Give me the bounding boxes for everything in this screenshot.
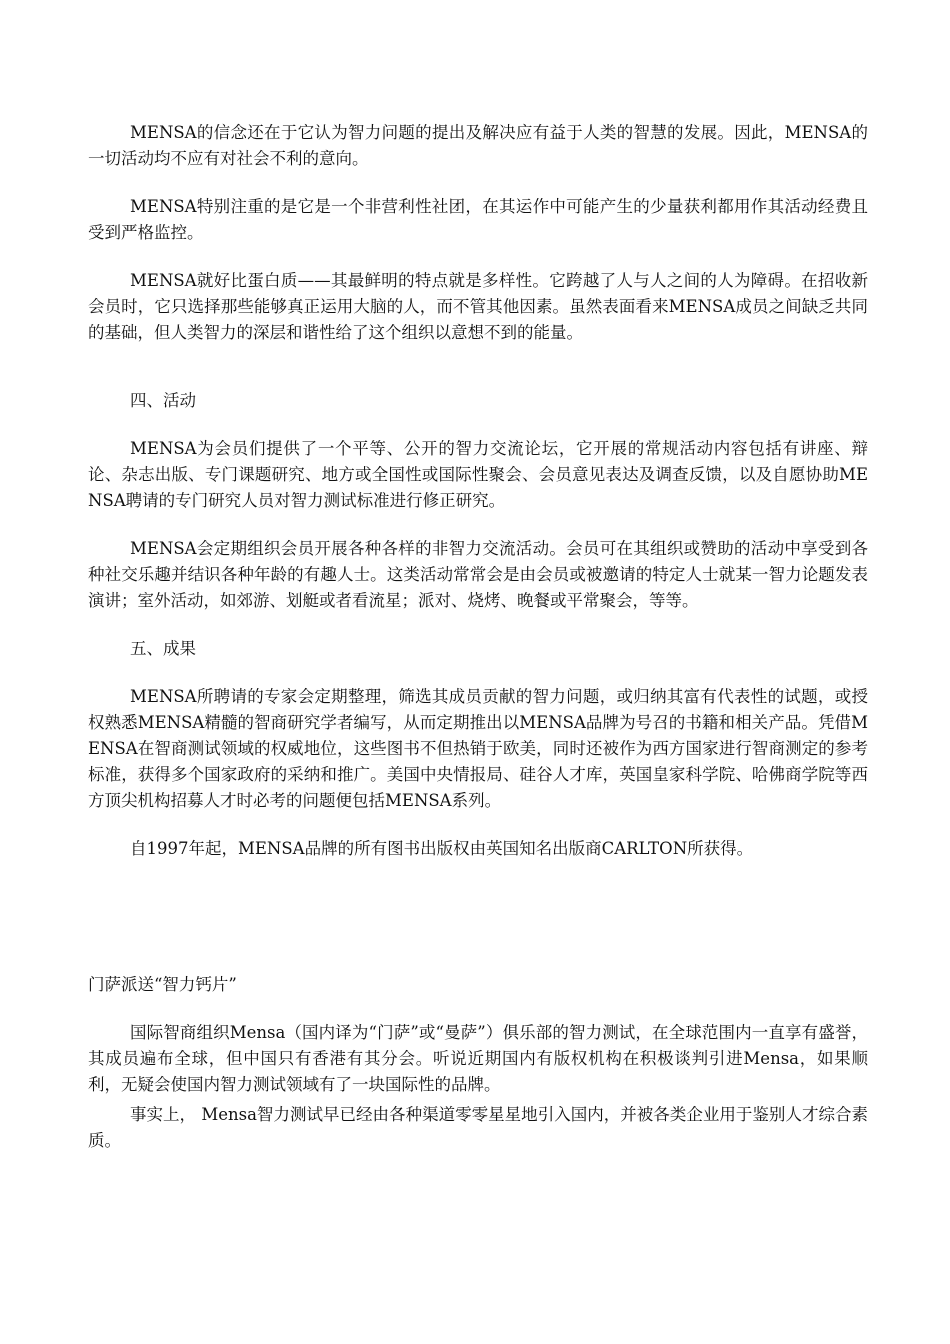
paragraph-mensa-intro: 国际智商组织Mensa（国内译为“门萨”或“曼萨”）俱乐部的智力测试，在全球范围内一直享有盛誉，其成员遍布全球，但中国只有香港有其分会。听说近期国内有版权机构在积极谈判引进Mensa，如果顺利，无疑会使国内智力测试领域有了一块国际性的品牌。 <box>88 1023 868 1094</box>
paragraph-mensa-in-china: 事实上， Mensa智力测试早已经由各种渠道零零星星地引入国内，并被各类企业用于鉴别人才综合素质。 <box>88 1105 868 1150</box>
paragraph-mensa-belief: MENSA的信念还在于它认为智力问题的提出及解决应有益于人类的智慧的发展。因此，MENSA的一切活动均不应有对社会不利的意向。 <box>88 123 868 168</box>
paragraph-mensa-nonprofit: MENSA特别注重的是它是一个非营利性社团，在其运作中可能产生的少量获利都用作其活动经费且受到严格监控。 <box>88 197 868 242</box>
document-page <box>88 120 868 1154</box>
paragraph-publications: MENSA所聘请的专家会定期整理，筛选其成员贡献的智力问题，或归纳其富有代表性的试题，或授权熟悉MENSA精髓的智商研究学者编写，从而定期推出以MENSA品牌为号召的书籍和相关产品。凭借MENSA在智商测试领域的权威地位，这些图书不但热销于欧美，同时还被作为西方国家进行智商测定的参考标准，获得多个国家政府的采纳和推广。美国中央情报局、硅谷人才库，英国皇家科学院、哈佛商学院等西方顶尖机构招募人才时必考的问题便包括MENSA系列。 <box>88 687 868 810</box>
article-title: 门萨派送“智力钙片” <box>88 975 237 994</box>
paragraph-mensa-diversity: MENSA就好比蛋白质——其最鲜明的特点就是多样性。它跨越了人与人之间的人为障碍。在招收新会员时，它只选择那些能够真正运用大脑的人，而不管其他因素。虽然表面看来MENSA成员之间缺乏共同的基础，但人类智力的深层和谐性给了这个组织以意想不到的能量。 <box>88 271 868 342</box>
paragraph-carlton-rights: 自1997年起，MENSA品牌的所有图书出版权由英国知名出版商CARLTON所获得。 <box>130 839 754 858</box>
paragraph-regular-activities: MENSA为会员们提供了一个平等、公开的智力交流论坛，它开展的常规活动内容包括有讲座、辩论、杂志出版、专门课题研究、地方或全国性或国际性聚会、会员意见表达及调查反馈，以及自愿协助MENSA聘请的专门研究人员对智力测试标准进行修正研究。 <box>88 439 868 510</box>
paragraph-social-activities: MENSA会定期组织会员开展各种各样的非智力交流活动。会员可在其组织或赞助的活动中享受到各种社交乐趣并结识各种年龄的有趣人士。这类活动常常会是由会员或被邀请的特定人士就某一智力论题发表演讲；室外活动，如郊游、划艇或者看流星；派对、烧烤、晚餐或平常聚会，等等。 <box>88 539 868 610</box>
section-heading-activities: 四、活动 <box>130 391 196 410</box>
section-heading-results: 五、成果 <box>130 639 196 658</box>
